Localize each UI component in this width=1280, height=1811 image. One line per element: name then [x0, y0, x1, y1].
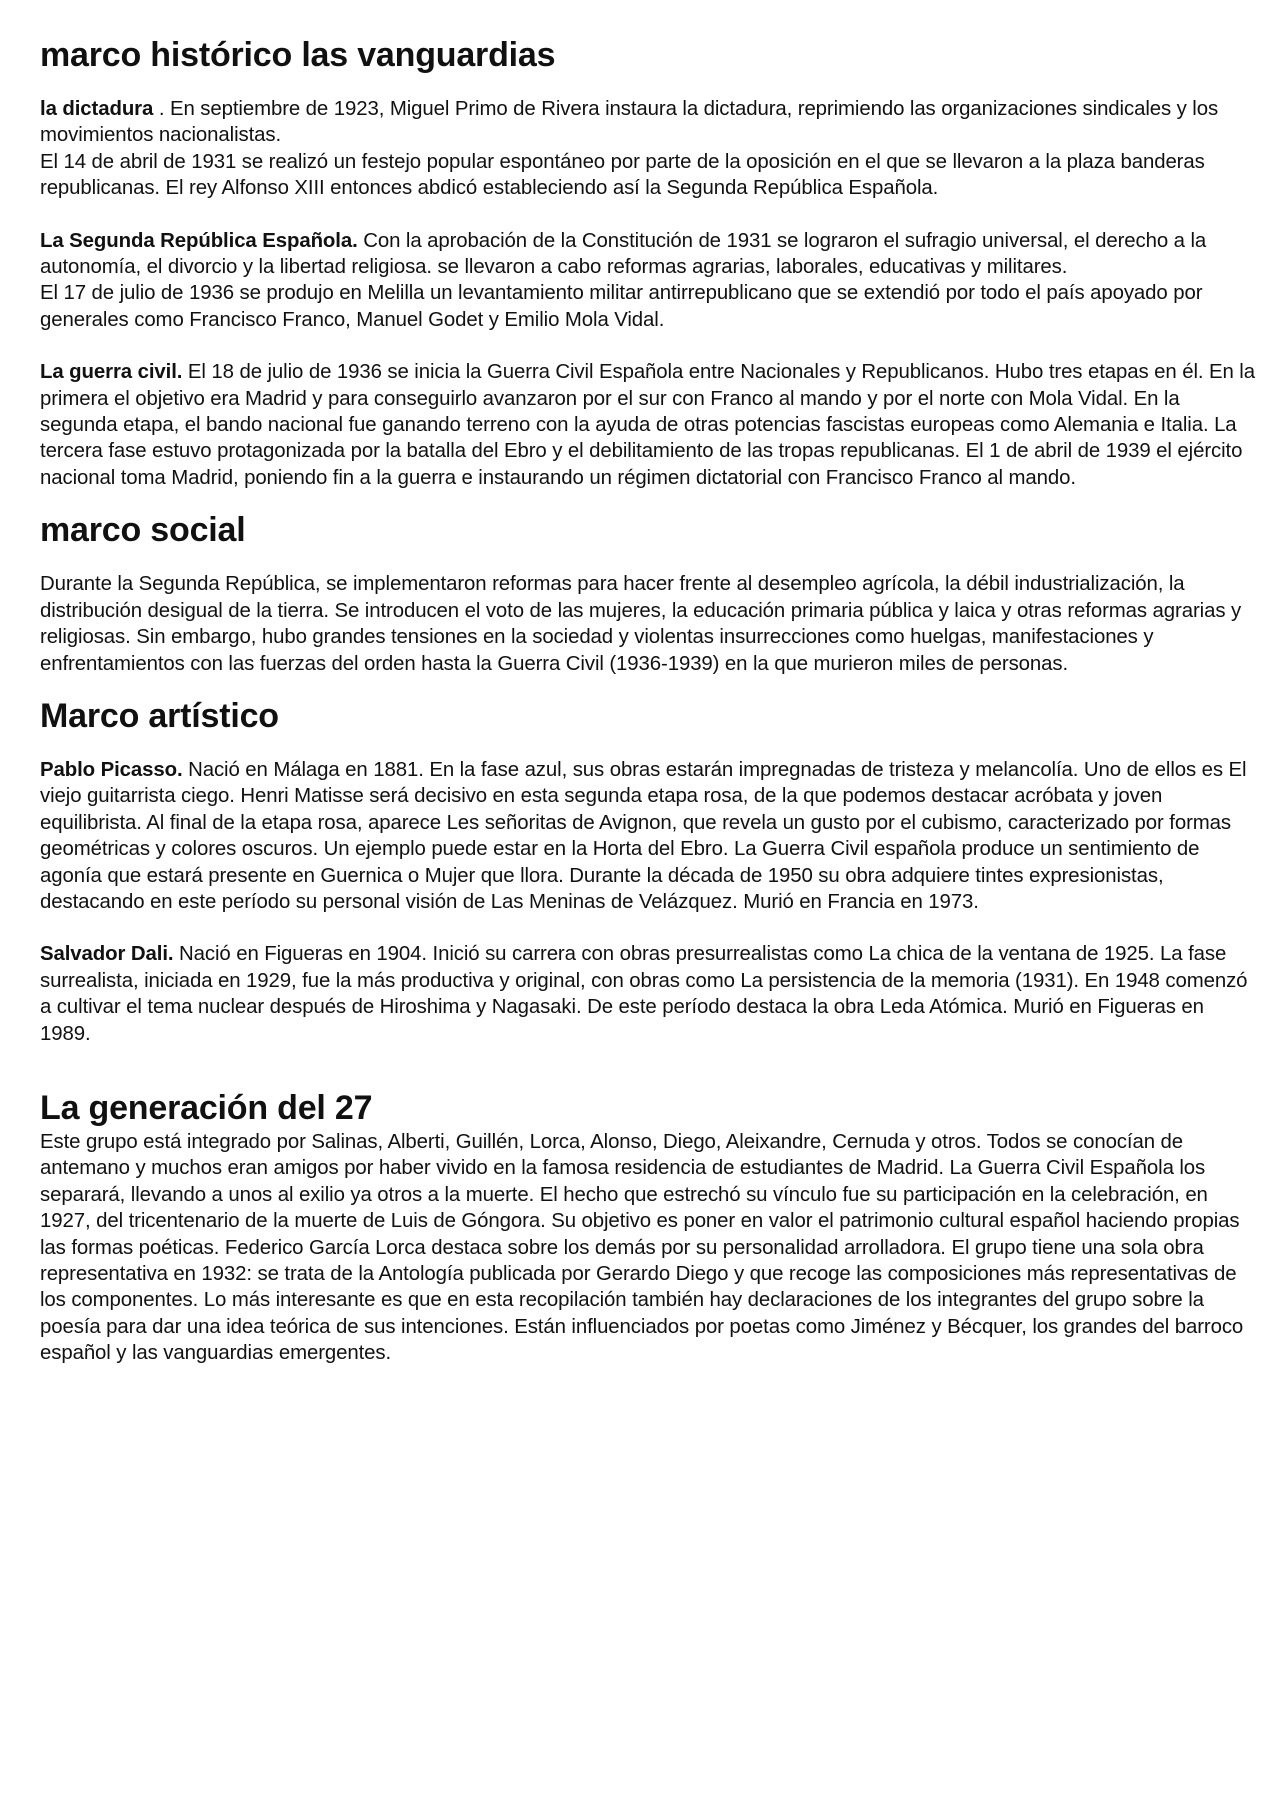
paragraph-julio-1936: El 17 de julio de 1936 se produjo en Melilla un levantamiento militar antirrepublicano que se extendió por todo el país apoyado por generales como Francisco Franco, Manuel Godet y Emilio Mola Vidal. [40, 282, 1203, 331]
paragraph-segunda-republica [40, 228, 1258, 281]
paragraph-pablo-picasso [40, 757, 1258, 915]
lead-salvador-dali: Salvador Dali. [40, 943, 174, 966]
section-generacion-27 [40, 1087, 1258, 1367]
lead-pablo-picasso: Pablo Picasso. [40, 758, 183, 781]
paragraph-marco-social: Durante la Segunda República, se implementaron reformas para hacer frente al desempleo agrícola, la débil industrialización, la distribución desigual de la tierra. Se introducen el voto de las mujeres, la educación primaria pública y laica y otras reformas agrarias y religiosas. Sin embargo, hubo grandes tensiones en la sociedad y violentas insurrecciones como huelgas, manifestaciones y enfrentamientos con las fuerzas del orden hasta la Guerra Civil (1936-1939) en la que murieron miles de personas. [40, 573, 1242, 675]
section-marco-artistico [40, 695, 1258, 1047]
text-salvador-dali: Nació en Figueras en 1904. Inició su carrera con obras presurrealistas como La chica de la ventana de 1925. La fase surrealista, iniciada en 1929, fue la más productiva y original, con obras como La persistencia de la memoria (1931). En 1948 comenzó a cultivar el tema nuclear después de Hiroshima y Nagasaki. De este período destaca la obra Leda Atómica. Murió en Figueras en 1989. [40, 943, 1248, 1045]
paragraph-guerra-civil [40, 359, 1258, 491]
section-marco-historico [40, 34, 1258, 491]
heading-marco-historico: marco histórico las vanguardias [40, 36, 556, 74]
heading-marco-artistico: Marco artístico [40, 696, 279, 735]
lead-dictadura: la dictadura [40, 98, 154, 120]
text-segunda-republica: Con la aprobación de la Constitución de 1931 se lograron el sufragio universal, el derecho a la autonomía, el divorcio y la libertad religiosa. se llevaron a cabo reformas agrarias, laborales, educativas y militares. [40, 229, 1207, 279]
document-page [40, 34, 1258, 1367]
paragraph-abril-1931: El 14 de abril de 1931 se realizó un festejo popular espontáneo por parte de la oposición en el que se llevaron a la plaza banderas republicanas. El rey Alfonso XIII entonces abdicó estableciendo así la Segunda República Española. [40, 150, 1205, 200]
paragraph-salvador-dali [40, 941, 1258, 1047]
heading-generacion-27: La generación del 27 [40, 1088, 373, 1127]
lead-guerra-civil: La guerra civil. [40, 361, 183, 384]
text-pablo-picasso: Nació en Málaga en 1881. En la fase azul, sus obras estarán impregnadas de tristeza y melancolía. Uno de ellos es El viejo guitarrista ciego. Henri Matisse será decisivo en esta segunda etapa rosa, de la que podemos destacar acróbata y joven equilibrista. Al final de la etapa rosa, aparece Les señoritas de Avignon, que revela un gusto por el cubismo, caracterizado por formas geométricas y colores oscuros. Un ejemplo puede estar en la Horta del Ebro. La Guerra Civil española produce un sentimiento de agonía que estará presente en Guernica o Mujer que llora. Durante la década de 1950 su obra adquiere tintes expresionistas, destacando en este período su personal visión de Las Meninas de Velázquez. Murió en Francia en 1973. [40, 758, 1247, 913]
text-guerra-civil: El 18 de julio de 1936 se inicia la Guerra Civil Española entre Nacionales y Republicanos. Hubo tres etapas en él. En la primera el objetivo era Madrid y para conseguirlo avanzaron por el sur con Franco al mando y por el norte con Mola Vidal. En la segunda etapa, el bando nacional fue ganando terreno con la ayuda de otras potencias fascistas europeas como Alemania e Italia. La tercera fase estuvo protagonizada por la batalla del Ebro y el debilitamiento de las tropas republicanas. El 1 de abril de 1939 el ejército nacional toma Madrid, poniendo fin a la guerra e instaurando un régimen dictatorial con Francisco Franco al mando. [40, 361, 1255, 489]
section-marco-social [40, 509, 1258, 677]
paragraph-generacion-27: Este grupo está integrado por Salinas, Alberti, Guillén, Lorca, Alonso, Diego, Aleixandre, Cernuda y otros. Todos se conocían de antemano y muchos eran amigos por haber vivido en la famosa residencia de estudiantes de Madrid. La Guerra Civil Española los separará, llevando a unos al exilio ya otros a la muerte. El hecho que estrechó su vínculo fue su participación en la celebración, en 1927, del tricentenario de la muerte de Luis de Góngora. Su objetivo es poner en valor el patrimonio cultural español haciendo propias las formas poéticas. Federico García Lorca destaca sobre los demás por su personalidad arrolladora. El grupo tiene una sola obra representativa en 1932: se trata de la Antología publicada por Gerardo Diego y que recoge las composiciones más representativas de los componentes. Lo más interesante es que en esta recopilación también hay declaraciones de los integrantes del grupo sobre la poesía para dar una idea teórica de sus intenciones. Están influenciados por poetas como Jiménez y Bécquer, los grandes del barroco español y las vanguardias emergentes. [40, 1130, 1244, 1365]
text-dictadura: . En septiembre de 1923, Miguel Primo de Rivera instaura la dictadura, reprimiendo las organizaciones sindicales y los movimientos nacionalistas. [40, 98, 1219, 147]
heading-marco-social: marco social [40, 511, 246, 550]
lead-segunda-republica: La Segunda República Española. [40, 229, 358, 252]
paragraph-dictadura [40, 96, 1258, 149]
